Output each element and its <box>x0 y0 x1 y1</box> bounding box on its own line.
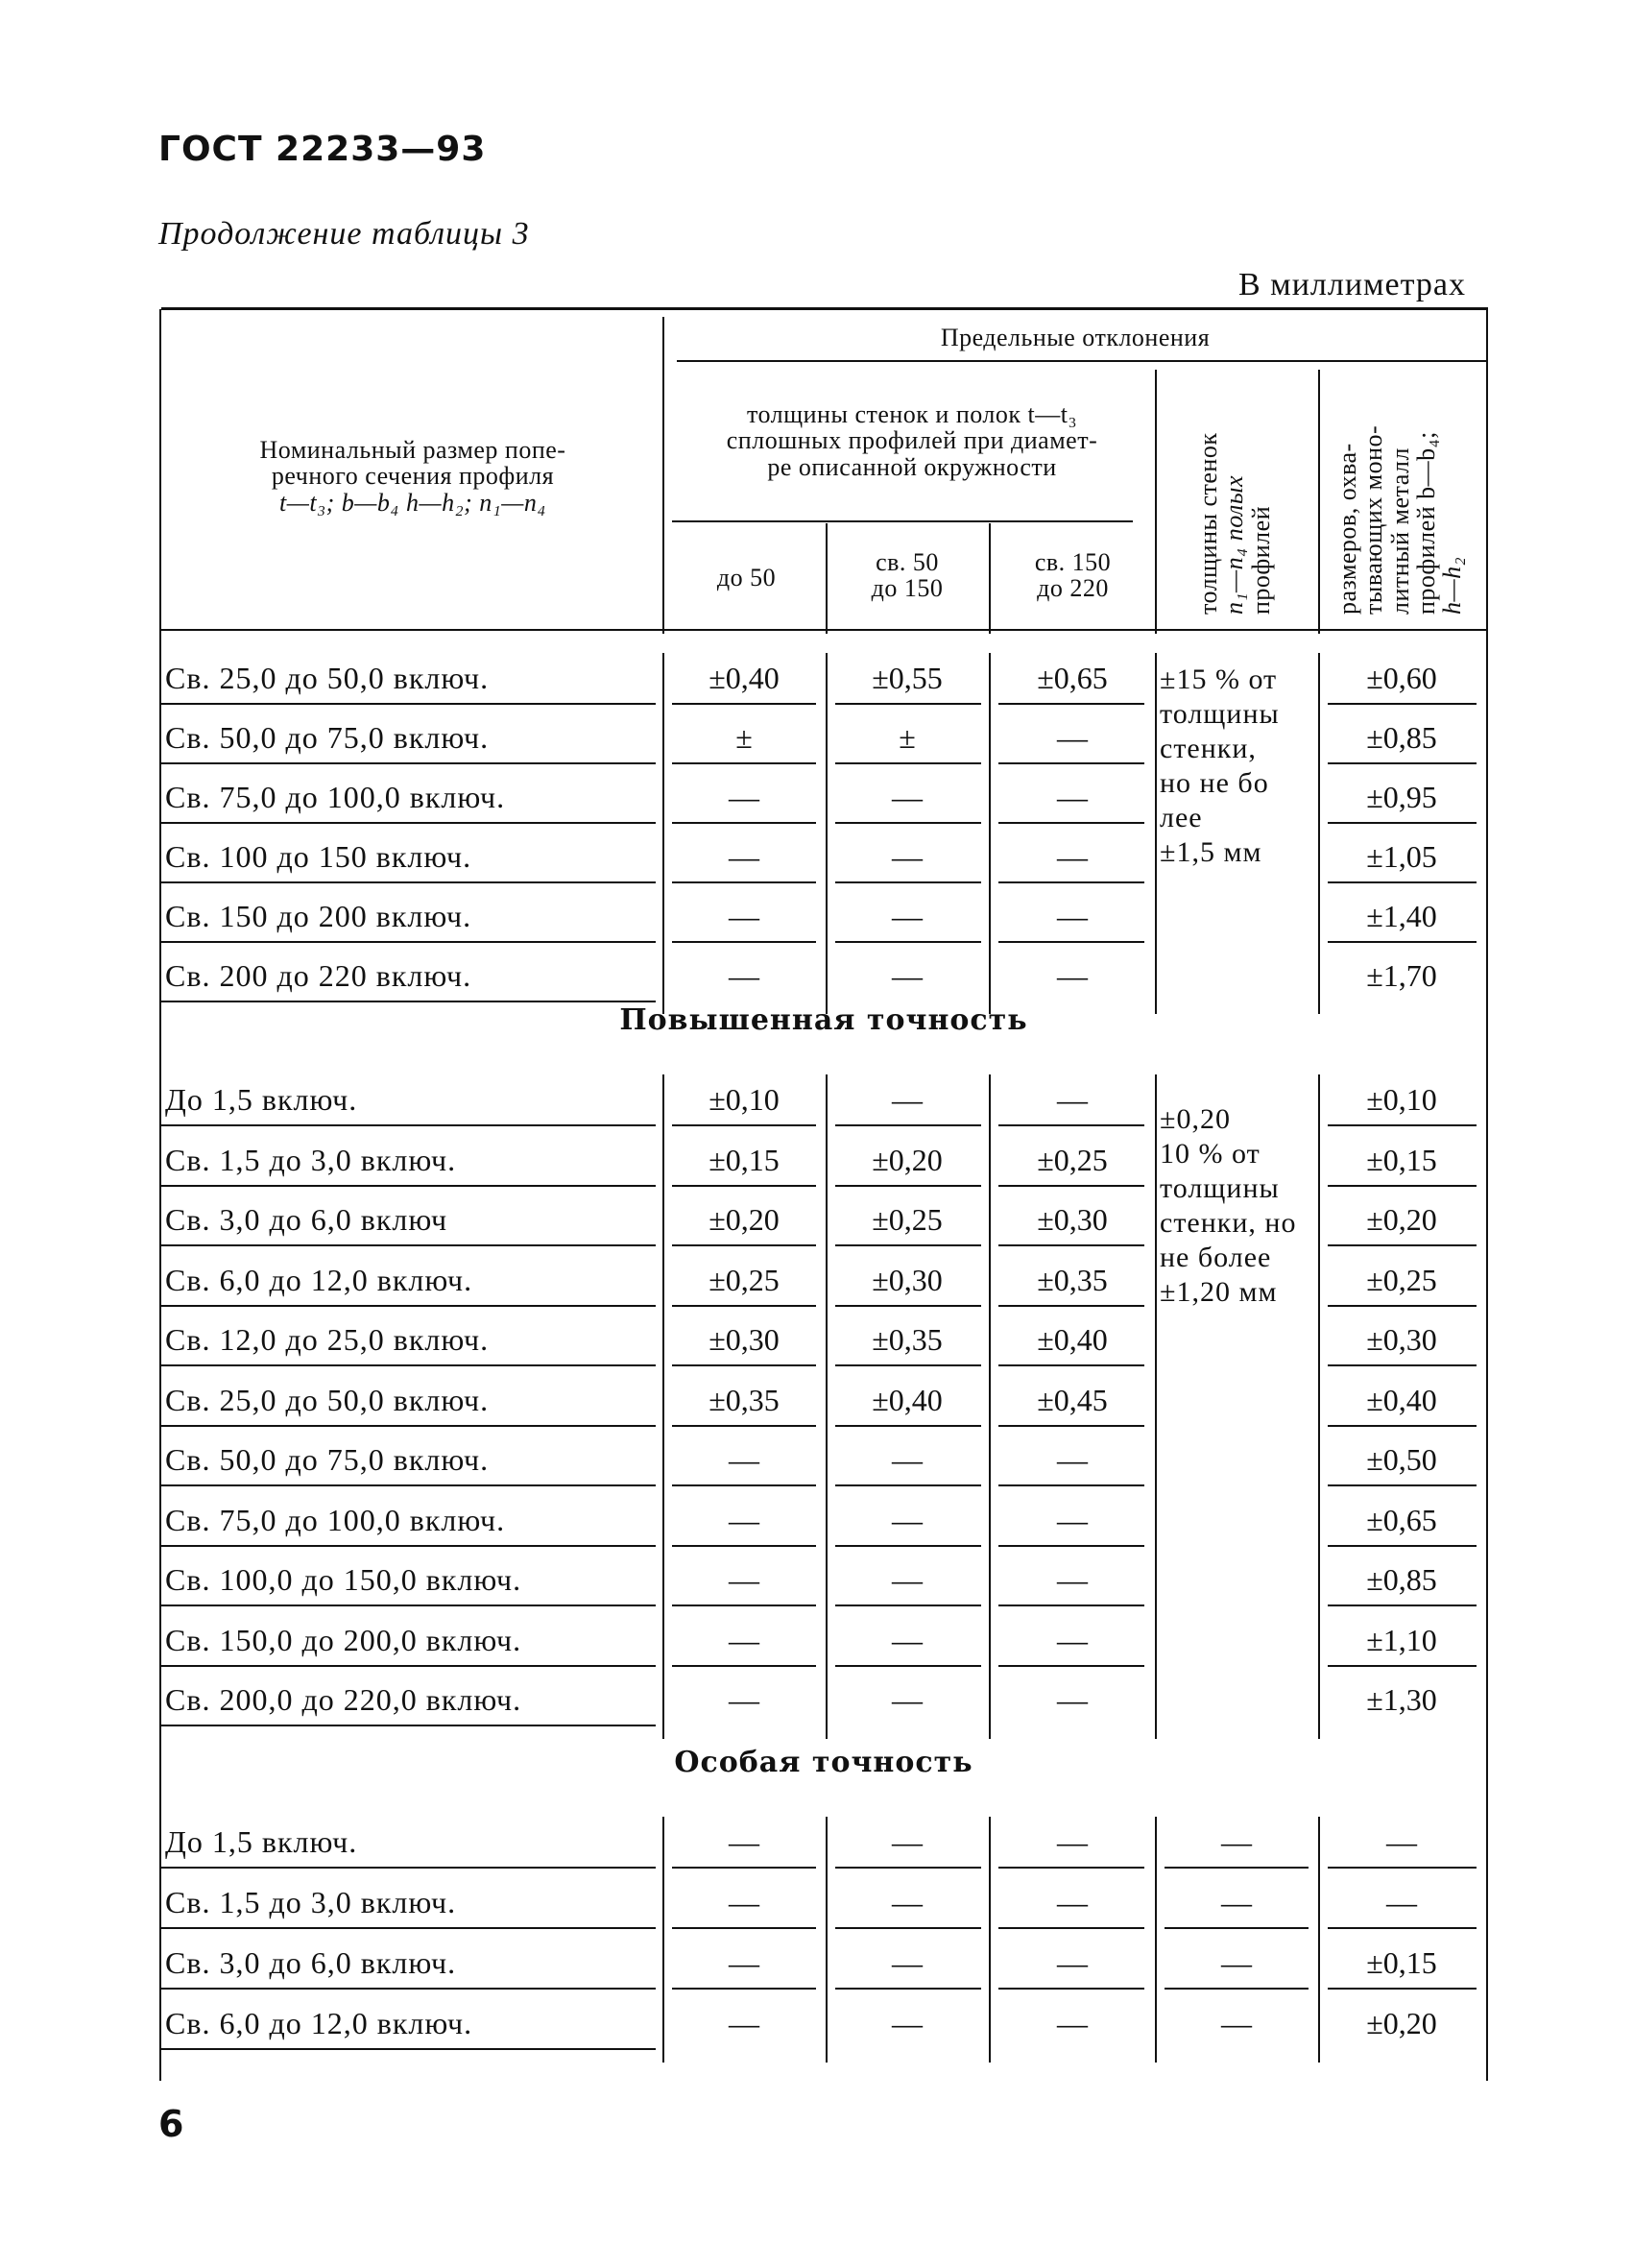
cell-c2: — <box>892 1622 923 1657</box>
cell-c1: — <box>729 1824 759 1859</box>
cell-rule <box>672 1988 816 1990</box>
header-divider <box>1155 370 1157 634</box>
cell-c3: — <box>1057 899 1088 933</box>
cell-c2: — <box>892 1442 923 1477</box>
cell-rule <box>1328 762 1477 764</box>
cell-c2: — <box>892 899 923 933</box>
row-rule <box>161 1484 656 1486</box>
row-rule <box>161 1725 656 1726</box>
cell-c3: ±0,30 <box>1037 1202 1108 1237</box>
cell-c5: ±0,25 <box>1366 1262 1437 1297</box>
wall-thickness-solid-header: толщины стенок и полок t—t₃ сплошных профилей при диамет- ре описанной окружности <box>726 400 1098 481</box>
cell-rule <box>998 762 1144 764</box>
cell-rule <box>1328 941 1477 943</box>
row-rule <box>161 1185 656 1187</box>
cell-rule <box>1328 1604 1477 1606</box>
cell-rule <box>998 1244 1144 1246</box>
cell-rule <box>672 822 816 824</box>
header-divider <box>672 520 1133 522</box>
cell-rule <box>1328 1545 1477 1547</box>
cell-c1: — <box>729 1682 759 1717</box>
cell-rule <box>1328 1185 1477 1187</box>
cell-rule <box>835 762 981 764</box>
cell-rule <box>835 1988 981 1990</box>
cell-c2: — <box>892 1945 923 1980</box>
cell-c3: — <box>1057 1442 1088 1477</box>
cell-c4: — <box>1221 1885 1252 1919</box>
cell-rule <box>998 1185 1144 1187</box>
cell-rule <box>998 1604 1144 1606</box>
cell-c3: ±0,40 <box>1037 1322 1108 1357</box>
column-divider <box>1155 1817 1157 2063</box>
cell-rule <box>1328 881 1477 883</box>
nominal-size-header: Номинальный размер попе- речного сечения профиля t—t₃; b—b₄ h—h₂; n₁—n₄ <box>259 436 566 517</box>
cell-rule <box>835 703 981 705</box>
cell-c3: ±0,35 <box>1037 1262 1108 1297</box>
row-rule <box>161 1927 656 1929</box>
cell-c1: — <box>729 2006 759 2040</box>
cell-c3: — <box>1057 720 1088 755</box>
cell-c1: — <box>729 839 759 874</box>
cell-c5: ±0,85 <box>1366 720 1437 755</box>
cell-rule <box>672 1665 816 1667</box>
column-divider <box>989 1074 991 1739</box>
cell-rule <box>1165 1988 1309 1990</box>
table-left-border <box>159 309 161 2081</box>
cell-c3: ±0,25 <box>1037 1142 1108 1177</box>
row-label: Св. 1,5 до 3,0 включ. <box>165 1885 457 1919</box>
cell-c2: ±0,40 <box>872 1382 943 1417</box>
row-rule <box>161 1124 656 1126</box>
section-title: Повышенная точность <box>619 1003 1028 1037</box>
column-divider <box>826 1074 828 1739</box>
row-rule <box>161 1305 656 1307</box>
cell-rule <box>998 1867 1144 1869</box>
cell-c3: ±0,65 <box>1037 661 1108 695</box>
cell-c2: — <box>892 1885 923 1919</box>
cell-rule <box>672 881 816 883</box>
cell-c1: ±0,40 <box>708 661 780 695</box>
cell-c3: — <box>1057 1562 1088 1597</box>
cell-rule <box>835 1484 981 1486</box>
header-divider <box>826 523 828 634</box>
header-divider <box>1318 370 1320 634</box>
cell-rule <box>998 1988 1144 1990</box>
cell-c1: — <box>729 958 759 993</box>
cell-c1: — <box>729 780 759 814</box>
row-rule <box>161 1988 656 1990</box>
cell-c5: ±0,95 <box>1366 780 1437 814</box>
cell-c2: — <box>892 1502 923 1537</box>
column-divider <box>989 1817 991 2063</box>
units-caption: В миллиметрах <box>1238 267 1466 302</box>
page-number: 6 <box>158 2103 184 2145</box>
cell-c3: — <box>1057 1945 1088 1980</box>
cell-c1: — <box>729 899 759 933</box>
column-divider <box>826 653 828 1014</box>
row-rule <box>161 1364 656 1366</box>
row-rule <box>161 941 656 943</box>
cell-c2: — <box>892 2006 923 2040</box>
cell-rule <box>672 1484 816 1486</box>
cell-rule <box>1328 1927 1477 1929</box>
cell-rule <box>998 1927 1144 1929</box>
cell-c2: ±0,20 <box>872 1142 943 1177</box>
cell-c4: — <box>1221 1945 1252 1980</box>
cell-rule <box>835 1545 981 1547</box>
column-divider <box>1318 1074 1320 1739</box>
cell-c2: ± <box>899 720 916 755</box>
cell-c1: — <box>729 1945 759 1980</box>
row-label: Св. 100 до 150 включ. <box>165 839 472 874</box>
cell-c5: ±1,10 <box>1366 1622 1437 1657</box>
cell-c4: — <box>1221 1824 1252 1859</box>
cell-rule <box>998 1665 1144 1667</box>
cell-c1: ±0,25 <box>708 1262 780 1297</box>
cell-rule <box>835 1124 981 1126</box>
cell-c3: — <box>1057 2006 1088 2040</box>
cell-rule <box>672 1927 816 1929</box>
cell-rule <box>998 1545 1144 1547</box>
cell-rule <box>1328 1988 1477 1990</box>
row-rule <box>161 703 656 705</box>
cell-c5: ±1,30 <box>1366 1682 1437 1717</box>
cell-rule <box>1328 1484 1477 1486</box>
row-rule <box>161 1867 656 1869</box>
document-code: ГОСТ 22233—93 <box>158 130 487 169</box>
cell-c4: — <box>1221 2006 1252 2040</box>
section-title: Особая точность <box>674 1746 973 1779</box>
cell-c2: — <box>892 958 923 993</box>
cell-c5: ±0,40 <box>1366 1382 1437 1417</box>
row-rule <box>161 1425 656 1427</box>
cell-c5: ±0,15 <box>1366 1945 1437 1980</box>
subcol-header-3: св. 150 до 220 <box>1034 548 1112 603</box>
row-label: Св. 150 до 200 включ. <box>165 899 472 933</box>
cell-c1: — <box>729 1502 759 1537</box>
column-divider <box>1155 1074 1157 1739</box>
cell-c2: ±0,30 <box>872 1262 943 1297</box>
row-label: Св. 6,0 до 12,0 включ. <box>165 2006 473 2040</box>
cell-c3: — <box>1057 1622 1088 1657</box>
cell-rule <box>1328 1124 1477 1126</box>
row-label: Св. 3,0 до 6,0 включ. <box>165 1945 457 1980</box>
cell-rule <box>1165 1927 1309 1929</box>
cell-c1: — <box>729 1442 759 1477</box>
cell-c5: ±0,85 <box>1366 1562 1437 1597</box>
cell-c5: — <box>1386 1885 1417 1919</box>
cell-c2: — <box>892 1082 923 1117</box>
cell-rule <box>998 1305 1144 1307</box>
cell-rule <box>835 1665 981 1667</box>
cell-rule <box>1328 822 1477 824</box>
cell-rule <box>835 1867 981 1869</box>
row-label: Св. 1,5 до 3,0 включ. <box>165 1142 457 1177</box>
cell-c5: ±0,15 <box>1366 1142 1437 1177</box>
row-label: Св. 100,0 до 150,0 включ. <box>165 1562 522 1597</box>
cell-rule <box>835 1305 981 1307</box>
cell-c1: ±0,20 <box>708 1202 780 1237</box>
row-label: Св. 200,0 до 220,0 включ. <box>165 1682 522 1717</box>
cell-rule <box>998 822 1144 824</box>
cell-c2: — <box>892 1682 923 1717</box>
row-label: До 1,5 включ. <box>165 1082 358 1117</box>
header-bottom-rule <box>161 629 1488 631</box>
cell-c1: ± <box>735 720 753 755</box>
cell-c2: ±0,35 <box>872 1322 943 1357</box>
cell-rule <box>1328 1244 1477 1246</box>
column-divider <box>1318 653 1320 1014</box>
cell-c5: ±0,20 <box>1366 1202 1437 1237</box>
cell-rule <box>835 1927 981 1929</box>
cell-c1: ±0,10 <box>708 1082 780 1117</box>
column-divider <box>662 1074 664 1739</box>
cell-c3: — <box>1057 1824 1088 1859</box>
cell-c5: ±0,20 <box>1366 2006 1437 2040</box>
row-rule <box>161 1545 656 1547</box>
row-rule <box>161 2048 656 2050</box>
cell-rule <box>835 941 981 943</box>
cell-c2: — <box>892 1824 923 1859</box>
cell-rule <box>835 1185 981 1187</box>
cell-rule <box>835 822 981 824</box>
cell-rule <box>672 762 816 764</box>
cell-c3: — <box>1057 1682 1088 1717</box>
row-rule <box>161 881 656 883</box>
cell-c3: — <box>1057 780 1088 814</box>
row-rule <box>161 762 656 764</box>
row-rule <box>161 1665 656 1667</box>
cell-rule <box>1328 1665 1477 1667</box>
cell-c5: ±1,40 <box>1366 899 1437 933</box>
row-label: Св. 50,0 до 75,0 включ. <box>165 720 490 755</box>
cell-rule <box>835 1244 981 1246</box>
cell-rule <box>998 1364 1144 1366</box>
cell-c2: — <box>892 839 923 874</box>
row-label: Св. 75,0 до 100,0 включ. <box>165 1502 506 1537</box>
row-label: Св. 25,0 до 50,0 включ. <box>165 661 490 695</box>
subcol-header-2: св. 50 до 150 <box>871 548 944 603</box>
cell-c5: ±0,30 <box>1366 1322 1437 1357</box>
cell-c2: ±0,25 <box>872 1202 943 1237</box>
cell-c3: — <box>1057 1502 1088 1537</box>
column-divider <box>662 653 664 1014</box>
cell-rule <box>1328 1305 1477 1307</box>
row-rule <box>161 1001 656 1002</box>
row-label: Св. 25,0 до 50,0 включ. <box>165 1382 490 1417</box>
cell-rule <box>672 1124 816 1126</box>
cell-c5: — <box>1386 1824 1417 1859</box>
cell-rule <box>835 1364 981 1366</box>
column-divider <box>1155 653 1157 1014</box>
cell-rule <box>672 1364 816 1366</box>
cell-rule <box>1328 703 1477 705</box>
cell-rule <box>998 1124 1144 1126</box>
metal-size-header: размеров, охва- тывающих моно- литный металл профилей b—b₄; h—h₂ <box>1333 424 1467 615</box>
hollow-wall-note: ±0,20 10 % от толщины стенки, но не более ±1,20 мм <box>1160 1103 1297 1308</box>
header-divider <box>677 360 1486 362</box>
cell-rule <box>1328 1867 1477 1869</box>
cell-c3: ±0,45 <box>1037 1382 1108 1417</box>
row-rule <box>161 1244 656 1246</box>
cell-c2: ±0,55 <box>872 661 943 695</box>
cell-rule <box>672 941 816 943</box>
table-continuation-caption: Продолжение таблицы 3 <box>158 216 530 252</box>
cell-rule <box>998 1425 1144 1427</box>
cell-c5: ±1,70 <box>1366 958 1437 993</box>
cell-rule <box>998 881 1144 883</box>
cell-rule <box>998 941 1144 943</box>
subcol-header-1: до 50 <box>716 564 777 591</box>
row-rule <box>161 822 656 824</box>
row-label: Св. 3,0 до 6,0 включ <box>165 1202 448 1237</box>
column-divider <box>989 653 991 1014</box>
cell-rule <box>1328 1425 1477 1427</box>
header-divider <box>989 523 991 634</box>
cell-c1: ±0,30 <box>708 1322 780 1357</box>
cell-rule <box>998 1484 1144 1486</box>
cell-c1: — <box>729 1622 759 1657</box>
row-rule <box>161 1604 656 1606</box>
cell-rule <box>998 703 1144 705</box>
cell-rule <box>672 1244 816 1246</box>
table-top-rule <box>161 307 1488 310</box>
cell-rule <box>835 1604 981 1606</box>
cell-c2: — <box>892 780 923 814</box>
column-divider <box>826 1817 828 2063</box>
cell-c5: ±1,05 <box>1366 839 1437 874</box>
cell-c3: — <box>1057 1885 1088 1919</box>
cell-rule <box>1165 1867 1309 1869</box>
cell-c1: — <box>729 1562 759 1597</box>
cell-c3: — <box>1057 958 1088 993</box>
cell-c5: ±0,65 <box>1366 1502 1437 1537</box>
cell-rule <box>1328 1364 1477 1366</box>
row-label: Св. 6,0 до 12,0 включ. <box>165 1262 473 1297</box>
limit-deviations-header: Предельные отклонения <box>940 324 1211 351</box>
cell-c1: — <box>729 1885 759 1919</box>
cell-c1: ±0,15 <box>708 1142 780 1177</box>
cell-c5: ±0,50 <box>1366 1442 1437 1477</box>
table-right-border <box>1486 309 1488 2081</box>
row-label: Св. 200 до 220 включ. <box>165 958 472 993</box>
row-label: Св. 75,0 до 100,0 включ. <box>165 780 506 814</box>
cell-c3: — <box>1057 1082 1088 1117</box>
header-divider <box>662 317 664 634</box>
cell-rule <box>672 1425 816 1427</box>
cell-c1: ±0,35 <box>708 1382 780 1417</box>
cell-rule <box>672 1545 816 1547</box>
cell-rule <box>672 1867 816 1869</box>
cell-c5: ±0,60 <box>1366 661 1437 695</box>
cell-rule <box>672 1185 816 1187</box>
hollow-wall-header: толщины стенок n₁—n₄ полых профилей <box>1194 432 1275 615</box>
row-label: Св. 150,0 до 200,0 включ. <box>165 1622 522 1657</box>
row-label: Св. 50,0 до 75,0 включ. <box>165 1442 490 1477</box>
cell-rule <box>672 1604 816 1606</box>
cell-rule <box>835 881 981 883</box>
column-divider <box>1318 1817 1320 2063</box>
column-divider <box>662 1817 664 2063</box>
cell-rule <box>835 1425 981 1427</box>
cell-c5: ±0,10 <box>1366 1082 1437 1117</box>
cell-rule <box>672 703 816 705</box>
cell-c3: — <box>1057 839 1088 874</box>
cell-c2: — <box>892 1562 923 1597</box>
row-label: До 1,5 включ. <box>165 1824 358 1859</box>
hollow-wall-note: ±15 % от толщины стенки, но не бо лее ±1,5 мм <box>1160 664 1280 868</box>
cell-rule <box>672 1305 816 1307</box>
row-label: Св. 12,0 до 25,0 включ. <box>165 1322 490 1357</box>
